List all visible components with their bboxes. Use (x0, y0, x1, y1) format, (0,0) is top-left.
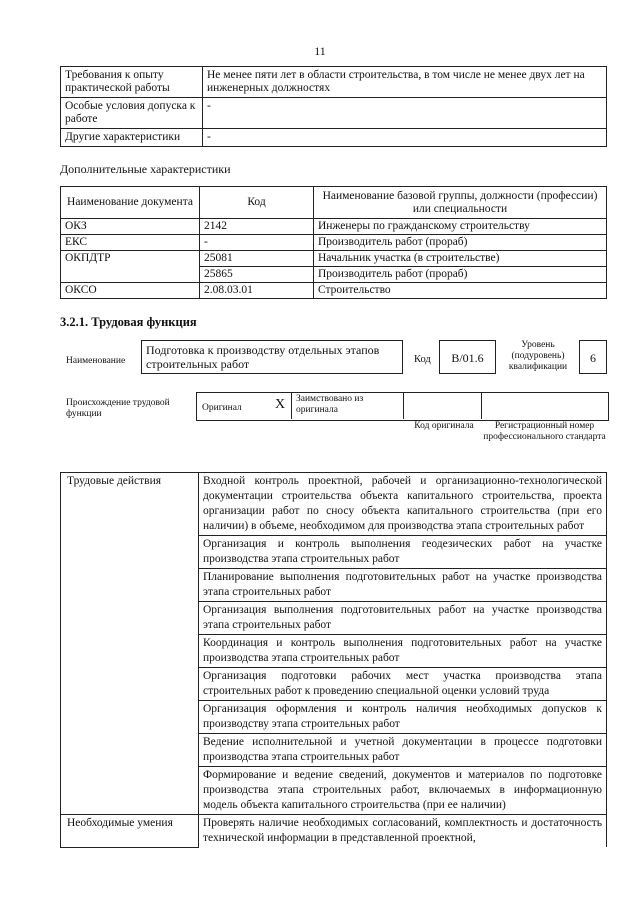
registration-caption: Регистрационный номер профессионального стандарта (483, 421, 606, 442)
doc-cell: ОКСО (61, 283, 200, 299)
col-header: Наименование базовой группы, должности (профессии) или специальности (314, 187, 607, 219)
original-mark: X (275, 397, 286, 412)
code-original-caption: Код оригинала (414, 421, 474, 431)
code-cell: 2.08.03.01 (200, 283, 314, 299)
action-item: Планирование выполнения подготовительных работ на участке производства этапа строительных работ (199, 569, 607, 602)
borrowed-label: Заимствовано из оригинала (296, 394, 364, 415)
action-item: Организация выполнения подготовительных работ на участке производства этапа строительных работ (199, 602, 607, 635)
action-item: Ведение исполнительной и учетной документации в процессе подготовки производства этапа строительных работ (199, 734, 607, 767)
function-name-box: Подготовка к производству отдельных этапов строительных работ (141, 340, 403, 374)
req-value: - (203, 129, 607, 147)
additional-heading: Дополнительные характеристики (60, 162, 231, 176)
function-code-box: B/01.6 (439, 340, 496, 374)
table-row (61, 98, 607, 129)
divider (291, 392, 292, 419)
col-header: Наименование документа (61, 187, 200, 219)
skill-item: Проверять наличие необходимых согласований, комплектность и достаточность технической информации в представленной проектной, (199, 815, 607, 848)
code-label: Код (414, 354, 431, 365)
req-label: Требования к опыту практической работы (61, 67, 203, 98)
page-number: 11 (314, 44, 326, 58)
req-label: Особые условия допуска к работе (61, 98, 203, 129)
table-row (61, 251, 607, 267)
action-item: Координация и контроль выполнения подготовительных работ на участке производства этапа строительных работ (199, 635, 607, 668)
action-item: Организация подготовки рабочих мест участка производства этапа строительных работ к проведению специальной оценки условий труда (199, 668, 607, 701)
req-value: Не менее пяти лет в области строительства, в том числе не менее двух лет на инженерных должностях (203, 67, 607, 98)
name-cell: Производитель работ (прораб) (314, 267, 607, 283)
level-value-box: 6 (579, 340, 607, 374)
req-label: Другие характеристики (61, 129, 203, 147)
doc-cell: ОКПДТР (61, 251, 200, 283)
action-item: Организация и контроль выполнения геодезических работ на участке производства этапа строительных работ (199, 536, 607, 569)
divider (481, 392, 482, 419)
doc-cell: ЕКС (61, 235, 200, 251)
name-cell: Строительство (314, 283, 607, 299)
origin-label: Происхождение трудовой функции (66, 398, 170, 419)
table-row (61, 283, 607, 299)
table-row (61, 219, 607, 235)
doc-cell: ОКЗ (61, 219, 200, 235)
name-cell: Инженеры по гражданскому строительству (314, 219, 607, 235)
code-cell: 25081 (200, 251, 314, 267)
name-label: Наименование (66, 356, 126, 366)
divider (403, 392, 404, 419)
code-cell: 2142 (200, 219, 314, 235)
table-row (61, 235, 607, 251)
table-row (61, 67, 607, 98)
table-row (61, 129, 607, 147)
name-cell: Производитель работ (прораб) (314, 235, 607, 251)
action-item: Организация оформления и контроль наличия необходимых допусков к производству этапа строительных работ (199, 701, 607, 734)
code-cell: 25865 (200, 267, 314, 283)
req-value: - (203, 98, 607, 129)
actions-label: Трудовые действия (61, 473, 199, 815)
name-cell: Начальник участка (в строительстве) (314, 251, 607, 267)
table-header-row (61, 187, 607, 219)
action-item: Входной контроль проектной, рабочей и организационно-технологической документации строительства объекта капитального строительства, проекта организации работ по сносу объекта капитального строительства (при его наличии) в объеме, необходимом для производства этапа строительных работ (199, 473, 607, 536)
labor-actions-table (60, 472, 607, 848)
table-row (61, 473, 607, 536)
level-label: Уровень (подуровень) квалификации (508, 340, 568, 372)
requirements-table (60, 66, 607, 147)
col-header: Код (200, 187, 314, 219)
section-title: 3.2.1. Трудовая функция (60, 315, 197, 329)
action-item: Формирование и ведение сведений, документов и материалов по подготовке производства этапа строительных работ, включаемых в информационную модель объекта капитального строительства (при ее наличии) (199, 767, 607, 815)
skills-label: Необходимые умения (61, 815, 199, 848)
additional-table (60, 186, 607, 299)
code-cell: - (200, 235, 314, 251)
original-label: Оригинал (202, 403, 242, 413)
table-row (61, 815, 607, 848)
